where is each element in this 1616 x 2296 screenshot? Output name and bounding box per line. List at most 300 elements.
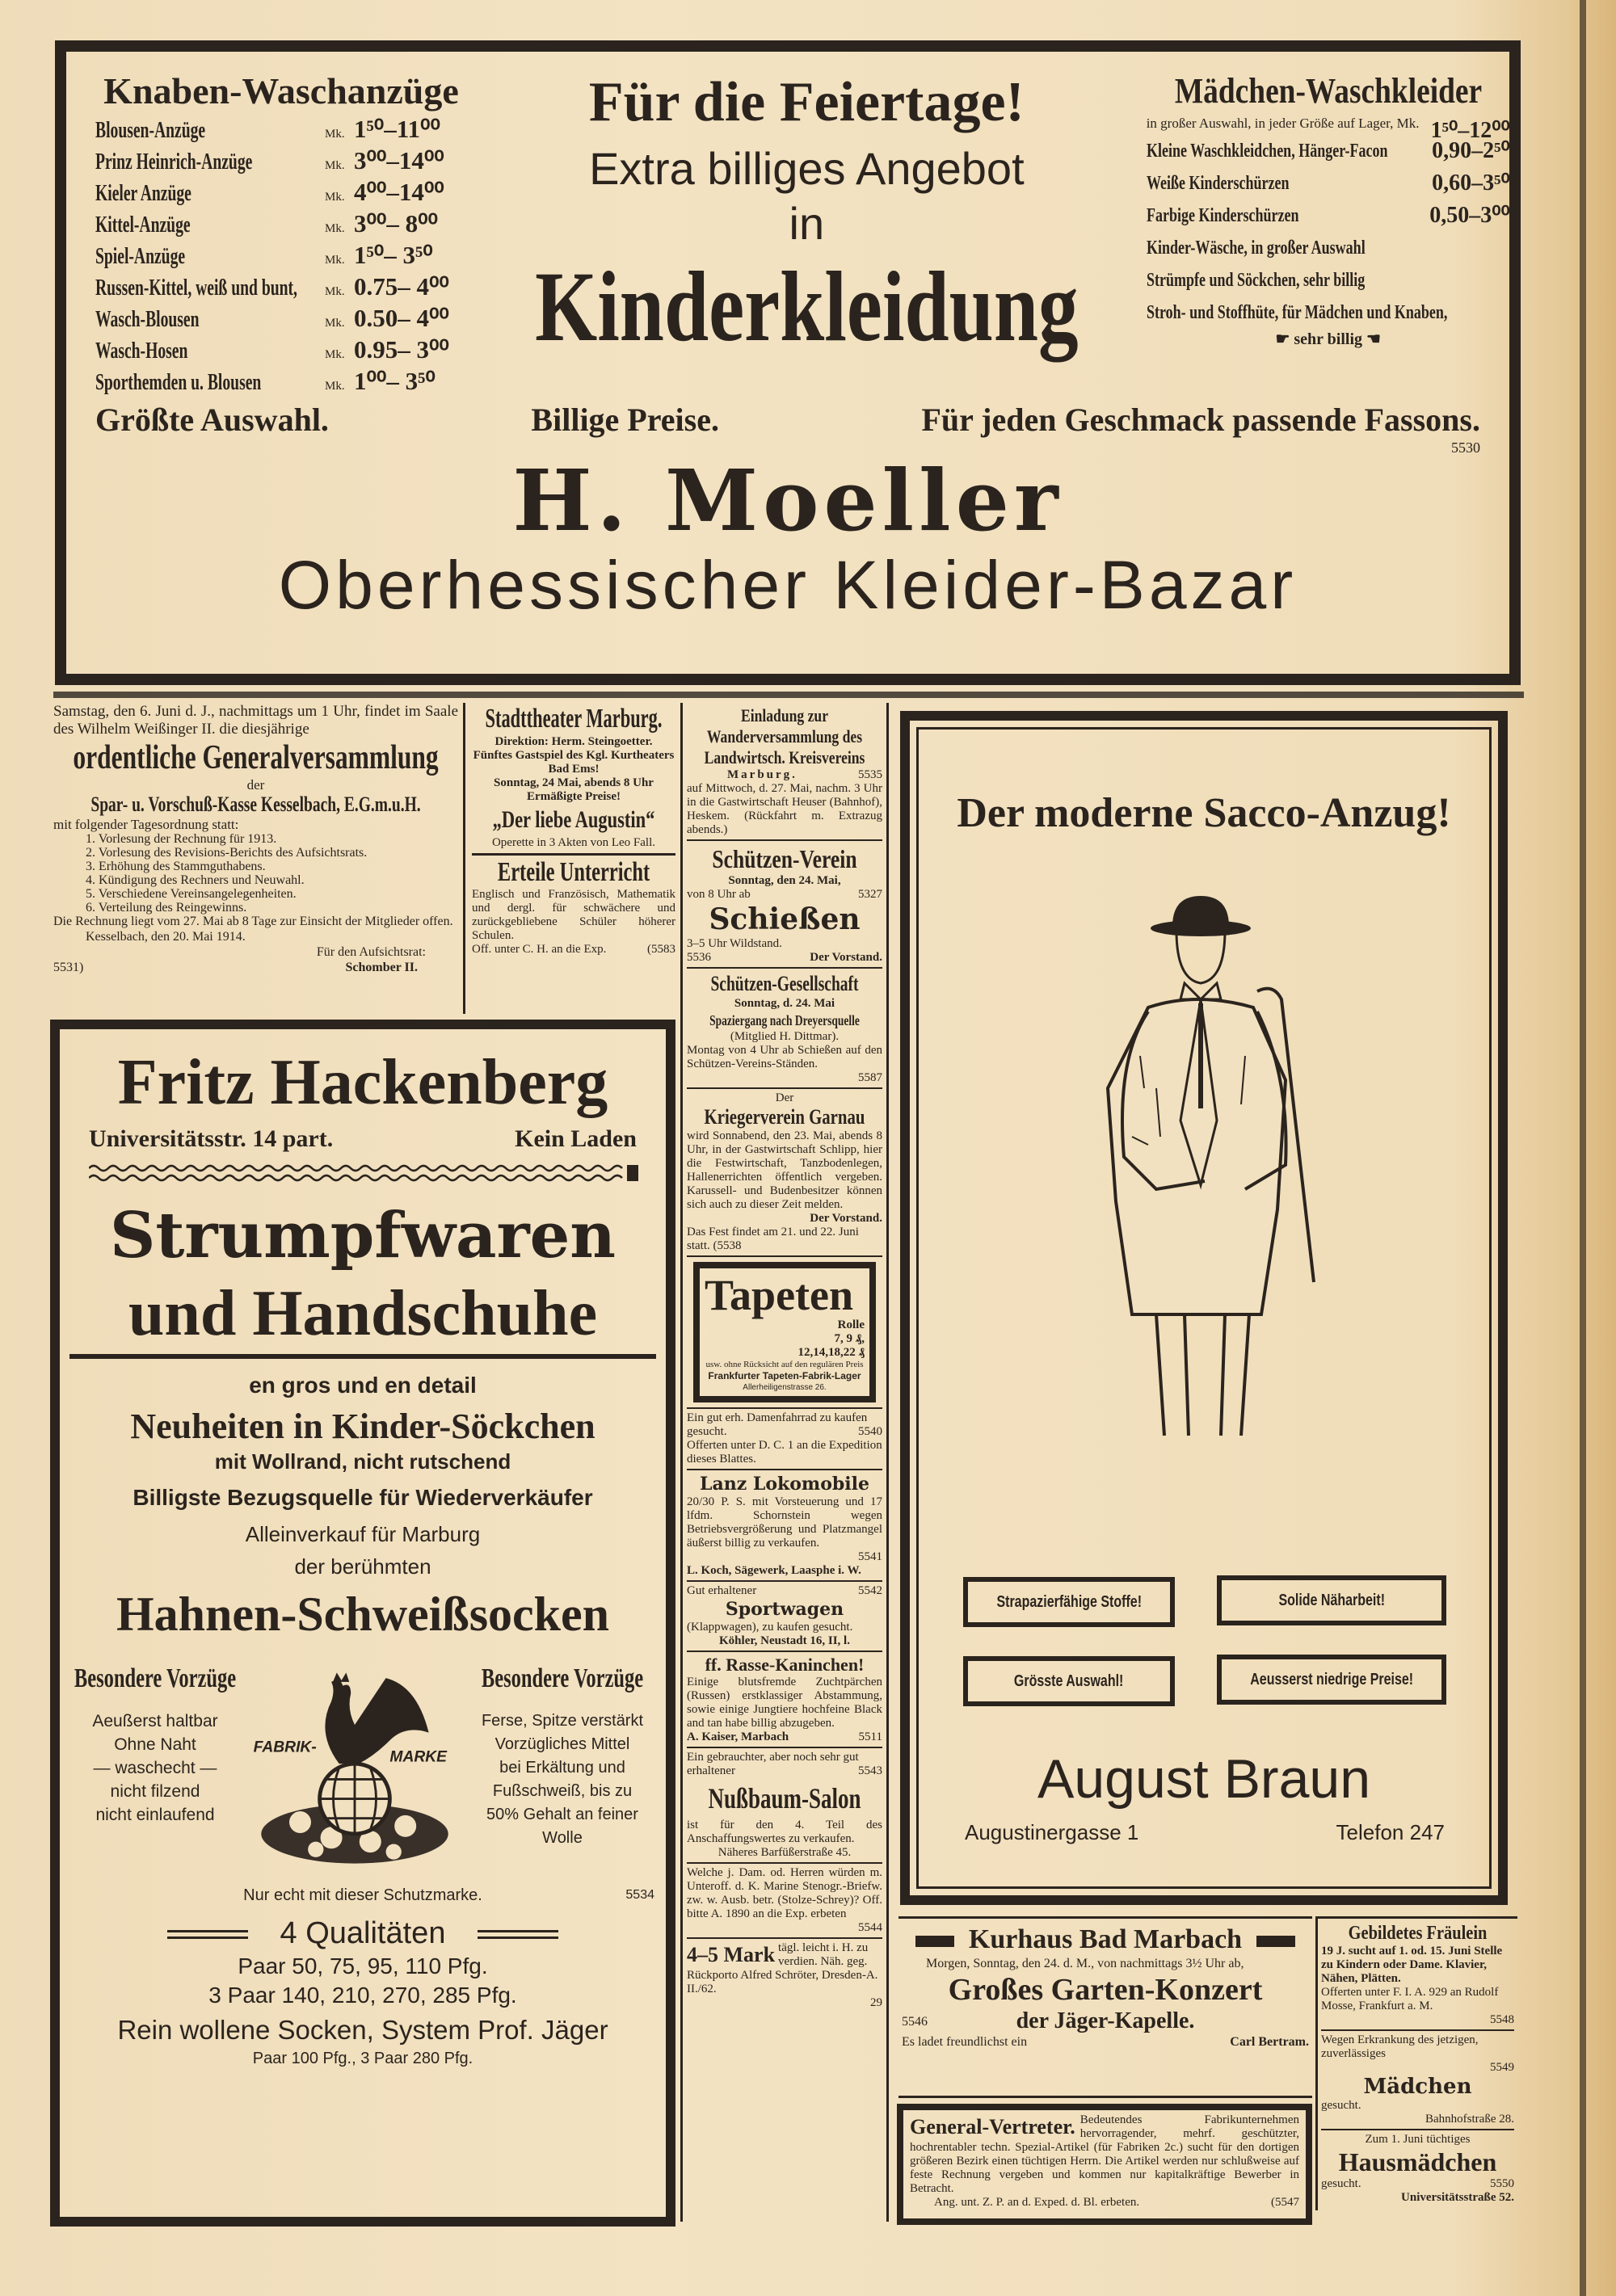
agenda-item: 5. Verschiedene Vereinsangelegenheiten. <box>86 887 297 901</box>
page-gutter <box>1580 0 1586 2296</box>
shooting-society-ad <box>687 969 882 1089</box>
jaeger-price: Paar 100 Pfg., 3 Paar 280 Pfg. <box>252 2050 473 2067</box>
shooting-time-row <box>687 888 882 902</box>
pram-title: Sportwagen <box>725 1599 844 1620</box>
feature-box <box>963 1656 1175 1706</box>
tutoring-contact: Off. unter C. H. an die Exp. <box>472 943 607 956</box>
maid-ad <box>1321 2031 1514 2130</box>
advantage-point-list <box>66 1709 244 1827</box>
item-unit: Mk. <box>325 128 345 141</box>
concert-sub-row <box>902 2008 1309 2034</box>
agenda-item: 3. Erhöhung des Stammguthabens. <box>86 860 266 873</box>
representative-contact: Ang. unt. Z. P. an d. Exped. d. Bl. erbeten. <box>934 2196 1140 2209</box>
theater-line: Fünftes Gastspiel des Kgl. Kurtheaters Bad Ems! <box>473 749 675 776</box>
classifieds-column <box>680 703 889 2222</box>
girls-column <box>1147 69 1510 401</box>
veterans-sign: Der Vorstand. <box>810 1212 882 1225</box>
veterans-fest-text: Das Fest findet am 21. und 22. Juni statt. <box>687 1226 859 1252</box>
tutoring-title: Erteile Unterricht <box>497 857 650 887</box>
item-unit: Mk. <box>325 159 345 172</box>
rabbits-title: ff. Rasse-Kaninchen! <box>705 1655 865 1675</box>
tutoring-number: (5583 <box>647 943 675 956</box>
item-name: Wasch-Hosen <box>95 339 188 364</box>
kurhaus-ad <box>898 1916 1312 2098</box>
wallpaper-ad <box>693 1262 876 1402</box>
item-name: Farbige Kinderschürzen <box>1146 205 1299 226</box>
girls-item <box>1147 167 1510 200</box>
braun-name: August Braun <box>1037 1748 1371 1810</box>
wool-edge-line: mit Wollrand, nicht rutschend <box>214 1449 511 1474</box>
item-name-cell <box>95 241 325 275</box>
advantage-point: Vorzügliches Mittel <box>494 1735 630 1753</box>
ad-number: 5530 <box>1451 439 1480 456</box>
pram-number: 5542 <box>858 1584 882 1597</box>
feature-box <box>1217 1655 1446 1705</box>
hosiery-headline: Strumpfwaren <box>110 1199 616 1272</box>
boys-item-list <box>95 113 467 397</box>
resellers-line: Billigste Bezugsquelle für Wiederverkäufer <box>133 1485 593 1510</box>
concert-title: Großes Garten-Konzert <box>948 1973 1263 2007</box>
general-assembly-notice <box>53 703 465 1014</box>
salon-pre: Ein gebrauchter, aber noch sehr gut erhaltener <box>687 1751 859 1777</box>
item-name: Wasch-Blousen <box>95 307 200 332</box>
bicycle-ad <box>687 1407 882 1470</box>
item-unit: Mk. <box>325 380 345 393</box>
advantages-title: Besondere Vorzüge <box>74 1663 237 1693</box>
society-walk: Spaziergang nach Dreyersquelle <box>709 1012 860 1028</box>
representative-text: Bedeutendes Fabrikunternehmen hervorragender, mehrf. geschützter, hochrentabler techn. Spezial-Artikel (für Fabriken 2c.) sucht für den dortigen größeren Bezirk einen tüchtigen Herrn. Die Artikel werden nur schlußweise auf feste Rechnung vergeben und kommen nur kapitalkräftige Bewerber in Betracht. <box>910 2113 1299 2195</box>
item-price: 4⁰⁰–14⁰⁰ <box>354 178 444 206</box>
kurhaus-title: Kurhaus Bad Marbach <box>968 1924 1243 1954</box>
shooting-number2: 5536 <box>687 951 711 964</box>
item-price: 0.50– 4⁰⁰ <box>354 304 449 332</box>
item-price: 1⁵⁰–11⁰⁰ <box>354 115 440 143</box>
maid-post: gesucht. <box>1321 2099 1361 2112</box>
wander-text: auf Mittwoch, d. 27. Mai, nachm. 3 Uhr in die Gastwirtschaft Heuser (Bahnhof), Heskem. (Rückfahrt m. Extrazug abends.) <box>687 782 882 836</box>
veterans-number: (5538 <box>713 1239 742 1252</box>
notice-der: der <box>246 777 265 793</box>
advantage-point: Aeußerst haltbar <box>92 1712 218 1730</box>
very-cheap-text: sehr billig <box>1294 330 1363 348</box>
salon-address: Näheres Barfüßerstraße 45. <box>718 1846 852 1859</box>
item-name: Kinder-Wäsche, in großer Auswahl <box>1146 238 1366 259</box>
theater-title: Stadttheater Marburg. <box>485 704 663 734</box>
advantage-point: Wolle <box>542 1829 583 1847</box>
wallpaper-company: Frankfurter Tapeten-Fabrik-Lager <box>708 1370 861 1381</box>
item-unit: Mk. <box>325 348 345 361</box>
boys-item <box>95 239 467 271</box>
holiday-headline: Für die Feiertage! <box>588 71 1025 133</box>
wallpaper-title: Tapeten <box>705 1271 854 1319</box>
hackenberg-name: Fritz Hackenberg <box>117 1047 608 1118</box>
trademark-note-row <box>60 1884 666 1907</box>
representative-ad <box>897 2104 1312 2225</box>
feature-text: Solide Näharbeit! <box>1278 1591 1385 1609</box>
earn-text: tägl. leicht i. H. zu verdien. Näh. geg. Rückporto Alfred Schröter, Dresden-A. II./62. <box>687 1941 878 1995</box>
pram-row <box>687 1584 882 1598</box>
slogan: Für jeden Geschmack passende Fassons. <box>921 402 1480 438</box>
lady-offer: Offerten unter F. I. A. 929 an Rudolf Mosse, Frankfurt a. M. <box>1321 1986 1499 2012</box>
slogan-row <box>95 401 1480 439</box>
moeller-top-row <box>95 69 1510 401</box>
notice-signoff: Für den Aufsichtsrat: <box>316 945 426 959</box>
notice-title: ordentliche Generalversammlung <box>73 739 439 776</box>
advantages-row <box>66 1663 659 1873</box>
triple-rule <box>478 1930 558 1939</box>
notice-footer <box>53 960 458 975</box>
item-name: Strümpfe und Söckchen, sehr billig <box>1146 270 1365 291</box>
item-price: 0,50–3⁰⁰ <box>1429 203 1510 228</box>
item-name: Sporthemden u. Blousen <box>95 370 262 395</box>
advantage-point: — waschecht — <box>93 1759 217 1777</box>
shooting-date: Sonntag, den 24. Mai, <box>728 874 841 887</box>
item-name: Spiel-Anzüge <box>95 244 186 269</box>
girls-item <box>1147 200 1510 232</box>
item-price: 0.75– 4⁰⁰ <box>354 272 449 301</box>
lady-ad <box>1321 1922 1514 2031</box>
salon-pre-line <box>687 1751 882 1778</box>
boys-column <box>95 69 467 401</box>
notice-number: 5531) <box>53 961 84 974</box>
hackenberg-address-row <box>89 1125 637 1154</box>
gloves-headline: und Handschuhe <box>69 1273 656 1359</box>
stenography-number: 5544 <box>858 1921 882 1934</box>
wander-place: Marburg. <box>727 768 797 781</box>
company-name: H. Moeller <box>512 451 1063 550</box>
man-in-suit-illustration <box>1051 894 1358 1444</box>
bicycle-contact: Offerten unter D. C. 1 an die Expedition dieses Blattes. <box>687 1439 882 1465</box>
item-name: Stroh- und Stoffhüte, für Mädchen und Knaben, <box>1146 302 1448 323</box>
item-name-cell <box>95 272 325 307</box>
item-unit: Mk. <box>325 317 345 330</box>
famous-line: der berühmten <box>294 1554 431 1579</box>
qualities-text: 4 Qualitäten <box>280 1916 446 1950</box>
notice-note: Die Rechnung liegt vom 27. Mai ab 8 Tage zur Einsicht der Mitglieder offen. <box>53 915 453 928</box>
concert-sub: der Jäger-Kapelle. <box>1016 2008 1195 2033</box>
item-name-cell <box>95 178 325 212</box>
item-name: Blousen-Anzüge <box>95 118 206 143</box>
rabbits-number: 5511 <box>858 1730 882 1743</box>
society-date: Sonntag, d. 24. Mai <box>734 997 835 1010</box>
wallpaper-address: Allerheiligenstrasse 26. <box>743 1383 827 1392</box>
kurhaus-number: 5546 <box>902 2014 928 2029</box>
girls-item <box>1147 135 1510 167</box>
shooting-big: Schießen <box>709 902 861 936</box>
bicycle-number: 5540 <box>858 1425 882 1438</box>
wallpaper-prices <box>705 1318 865 1360</box>
item-name: Russen-Kittel, weiß und bunt, <box>95 275 297 301</box>
pram-ad <box>687 1582 882 1652</box>
stenography-ad <box>687 1864 882 1939</box>
item-name-cell <box>95 335 325 370</box>
notice-org: Spar- u. Vorschuß-Kasse Kesselbach, E.G.m.u.H. <box>90 793 421 816</box>
feature-box <box>963 1577 1175 1627</box>
wavy-divider <box>89 1162 638 1186</box>
engine-title: Lanz Lokomobile <box>700 1474 869 1495</box>
veterans-text: wird Sonnabend, den 23. Mai, abends 8 Uhr, in der Gastwirtschaft Schlipp, hier die Festwirtschaft, Tanzbodenlegen, Hallenerrichten öffentlich vergeben. Karussell- und Budenbesitzer können sich auch zu dieser Zeit melden. <box>687 1129 882 1211</box>
advantage-point-list <box>465 1709 659 1850</box>
earn-title: 4–5 Mark <box>687 1943 776 1966</box>
advantage-point: Ohne Naht <box>114 1735 196 1754</box>
wander-title: Einladung zur Wanderversammlung des Landwirtsch. Kreisvereins <box>704 705 865 767</box>
play-credit: Operette in 3 Akten von Leo Fall. <box>491 836 656 849</box>
sacco-headline: Der moderne Sacco-Anzug! <box>957 790 1451 836</box>
qualities-line <box>60 1915 666 1952</box>
veterans-ad <box>687 1089 882 1257</box>
item-name-cell <box>95 146 325 181</box>
boys-item <box>95 302 467 334</box>
item-price: 0.95– 3⁰⁰ <box>354 335 449 364</box>
braun-contact-row <box>965 1819 1445 1845</box>
trademark-note: Nur echt mit dieser Schutzmarke. <box>243 1886 482 1904</box>
veterans-der: Der <box>775 1091 794 1104</box>
theater-line: Direktion: Herm. Steingoetter. <box>494 735 653 748</box>
decor-bar <box>1256 1936 1295 1947</box>
boys-item <box>95 208 467 239</box>
boys-item <box>95 271 467 302</box>
veterans-fest <box>687 1226 882 1253</box>
advantages-left <box>66 1663 244 1873</box>
wander-place-row <box>687 768 882 782</box>
pram-pre: Gut erhaltener <box>687 1584 757 1597</box>
maid-pre: Wegen Erkrankung des jetzigen, zuverlässiges <box>1321 2033 1479 2060</box>
hackenberg-ad <box>50 1020 675 2227</box>
bicycle-text: Ein gut erh. Damenfahrrad zu kaufen gesucht. <box>687 1411 868 1438</box>
boys-item <box>95 334 467 365</box>
representative-title: General-Vertreter. <box>910 2115 1075 2138</box>
feature-text: Aeusserst niedrige Preise! <box>1250 1670 1413 1688</box>
representative-number: (5547 <box>1271 2196 1299 2209</box>
item-name: Weiße Kinderschürzen <box>1146 173 1290 194</box>
braun-address: Augustinergasse 1 <box>965 1820 1139 1844</box>
pram-text: (Klappwagen), zu kaufen gesucht. <box>687 1621 853 1634</box>
agenda-item-list <box>53 832 458 915</box>
trademark-text: MARKE <box>389 1748 448 1766</box>
theater-line: Sonntag, 24 Mai, abends 8 Uhr <box>494 776 654 789</box>
shooting-club-title: Schützen-Verein <box>712 844 857 873</box>
lady-number: 5548 <box>1490 2013 1514 2026</box>
item-price: 1⁵⁰– 3⁵⁰ <box>354 241 433 269</box>
kinderkleidung-headline: Kinderkleidung <box>535 251 1079 362</box>
moeller-center <box>467 69 1147 401</box>
girls-item <box>1147 296 1510 329</box>
slogan: Billige Preise. <box>531 402 719 438</box>
item-price: 0,60–3⁵⁰ <box>1432 170 1510 196</box>
lady-text: 19 J. sucht auf 1. od. 15. Juni Stelle zu Kindern oder Dame. Klavier, Nähen, Plätten. <box>1321 1945 1503 1985</box>
theater-column <box>472 703 675 957</box>
play-title: „Der liebe Augustin“ <box>492 806 655 833</box>
salon-ad <box>687 1748 882 1864</box>
agenda-item: 1. Vorlesung der Rechnung für 1913. <box>86 832 277 846</box>
notice-place-date: Kesselbach, den 20. Mai 1914. <box>86 930 246 944</box>
decor-bar <box>915 1936 954 1947</box>
rabbits-text: Einige blutsfremde Zuchtpärchen (Russen) erstklassiger Abstammung, sowie einige Jungtiere hochfeine Black and tan habe billig abzugeben. <box>687 1676 882 1730</box>
notice-intro: Samstag, den 6. Juni d. J., nachmittags um 1 Uhr, findet im Saale des Wilhelm Weißinger II. die diesjährige <box>53 703 458 738</box>
earn-number: 29 <box>870 1996 882 2009</box>
representative-footer <box>910 2196 1299 2210</box>
salon-text: ist für den 4. Teil des Anschaffungswertes zu verkaufen. <box>687 1819 882 1845</box>
advantage-point: bei Erkältung und <box>499 1759 625 1777</box>
boys-item <box>95 176 467 208</box>
housemaid-pre: Zum 1. Juni tüchtiges <box>1365 2133 1471 2146</box>
item-price: 1⁰⁰– 3⁵⁰ <box>354 367 436 395</box>
wallpaper-roll: Rolle <box>837 1318 865 1331</box>
housemaid-ad <box>1321 2130 1514 2207</box>
boys-item <box>95 113 467 145</box>
girls-item <box>1147 232 1510 264</box>
exclusive-line: Alleinverkauf für Marburg <box>245 1522 481 1546</box>
housemaid-address: Universitätsstraße 52. <box>1401 2191 1514 2204</box>
agenda-intro: mit folgender Tagesordnung statt: <box>53 817 239 832</box>
advantage-point: Fußschweiß, bis zu <box>492 1782 633 1800</box>
salon-number: 5543 <box>858 1764 882 1777</box>
housemaid-number: 5550 <box>1490 2177 1514 2190</box>
maid-number: 5549 <box>1490 2061 1514 2074</box>
housemaid-row <box>1321 2177 1514 2191</box>
shooting-number: 5327 <box>858 888 882 901</box>
maid-address: Bahnhofstraße 28. <box>1425 2113 1514 2126</box>
socks-headline: Hahnen-Schweißsocken <box>116 1587 610 1641</box>
very-cheap-note: ☛ sehr billig ☚ <box>1275 330 1381 348</box>
society-title: Schützen-Gesellschaft <box>710 972 859 995</box>
theater-ad <box>472 703 675 856</box>
kurhaus-host: Carl Bertram. <box>1230 2035 1309 2049</box>
item-name: Kittel-Anzüge <box>95 212 191 238</box>
jaeger-line: Rein wollene Socken, System Prof. Jäger <box>117 2015 608 2045</box>
engine-ad <box>687 1470 882 1582</box>
wallpaper-price1: 7, 9 ₰, <box>834 1332 865 1345</box>
shooting-time: von 8 Uhr ab <box>687 888 751 901</box>
pram-contact: Köhler, Neustadt 16, II, l. <box>719 1634 850 1647</box>
kurhaus-invite: Es ladet freundlichst ein <box>902 2035 1028 2049</box>
housemaid-title: Hausmädchen <box>1338 2147 1497 2176</box>
rabbits-ad <box>687 1652 882 1748</box>
trademark-text: FABRIK- <box>253 1739 317 1756</box>
novelty-line: Neuheiten in Kinder-Söckchen <box>130 1407 595 1446</box>
tutoring-footer <box>472 943 675 957</box>
notice-signer: Schomber II. <box>345 961 418 974</box>
advantage-point: Ferse, Spitze verstärkt <box>481 1712 644 1730</box>
item-unit: Mk. <box>325 285 345 298</box>
veterans-title: Kriegerverein Garnau <box>704 1105 865 1129</box>
wholesale-line: en gros und en detail <box>249 1373 477 1398</box>
tutoring-text: Englisch und Französisch, Mathematik und dergl. für schwächere und zurückgebliebene Schüler höherer Schulen. <box>472 888 675 942</box>
item-unit: Mk. <box>325 222 345 235</box>
girls-title: Mädchen-Waschkleider <box>1174 71 1482 111</box>
kurhaus-line: Morgen, Sonntag, den 24. d. M., von nachmittags 3½ Uhr ab, <box>926 1957 1244 1970</box>
item-unit: Mk. <box>325 191 345 204</box>
society-text: Montag von 4 Uhr ab Schießen auf den Schützen-Vereins-Ständen. <box>687 1044 882 1070</box>
advantage-point: nicht filzend <box>110 1782 200 1801</box>
salon-title: Nußbaum-Salon <box>708 1782 861 1815</box>
item-name: in großer Auswahl, in jeder Größe auf Lager, Mk. <box>1146 116 1420 131</box>
agenda-item: 6. Verteilung des Reingewinns. <box>86 901 247 915</box>
theater-line-list <box>472 735 675 804</box>
advantages-right <box>465 1663 659 1873</box>
divider <box>53 692 1524 698</box>
shooting-sign-row <box>687 951 882 965</box>
shooting-detail: 3–5 Uhr Wildstand. <box>687 937 782 950</box>
item-price: 1⁵⁰–12⁰⁰ <box>1430 118 1510 143</box>
feature-text: Grösste Auswahl! <box>1014 1672 1124 1690</box>
maid-title: Mädchen <box>1363 2075 1472 2099</box>
shooting-club-ad <box>687 841 882 969</box>
shooting-sign: Der Vorstand. <box>810 951 882 964</box>
society-number: 5587 <box>858 1071 882 1084</box>
engine-number: 5541 <box>858 1550 882 1563</box>
item-price: 3⁰⁰–14⁰⁰ <box>354 146 444 175</box>
rabbits-row <box>687 1730 882 1744</box>
bicycle-line <box>687 1411 882 1439</box>
wallpaper-price2: 12,14,18,22 ₰ <box>797 1346 865 1359</box>
advantage-point: nicht einlaufend <box>95 1806 215 1824</box>
kurhaus-title-row <box>902 1924 1309 1956</box>
theater-line: Ermäßigte Preise! <box>527 790 621 803</box>
boys-title: Knaben-Waschanzüge <box>103 70 459 111</box>
agenda-item: 2. Vorlesung des Revisions-Berichts des Aufsichtsrats. <box>86 846 368 860</box>
engine-seller: L. Koch, Sägewerk, Laasphe i. W. <box>687 1564 861 1577</box>
braun-ad <box>900 711 1508 1905</box>
item-price: 3⁰⁰– 8⁰⁰ <box>354 209 438 238</box>
braun-phone: Telefon 247 <box>1336 1820 1445 1844</box>
item-name: Kieler Anzüge <box>95 181 191 206</box>
item-name: Kleine Waschkleidchen, Hänger-Facon <box>1146 141 1388 162</box>
slogan: Größte Auswahl. <box>95 402 329 438</box>
item-name-cell <box>95 304 325 339</box>
moeller-ad <box>55 40 1521 685</box>
tutoring-ad <box>472 856 675 957</box>
wallpaper-note: usw. ohne Rücksicht auf den regulären Preis <box>705 1360 864 1369</box>
price-per-pair: Paar 50, 75, 95, 110 Pfg. <box>238 1953 488 1979</box>
item-name-cell <box>95 115 325 149</box>
triple-rule <box>167 1930 248 1939</box>
offer-line: Extra billiges Angebot <box>589 143 1025 194</box>
offer-in: in <box>789 198 825 249</box>
price-three-pairs: 3 Paar 140, 210, 270, 285 Pfg. <box>208 1983 517 2008</box>
boys-item <box>95 145 467 176</box>
item-name-cell <box>95 209 325 244</box>
company-subtitle: Oberhessischer Kleider-Bazar <box>278 547 1298 623</box>
item-unit: Mk. <box>325 254 345 267</box>
lady-title: Gebildetes Fräulein <box>1348 1923 1488 1944</box>
girls-item-list <box>1147 113 1510 329</box>
housemaid-post: gesucht. <box>1321 2177 1361 2190</box>
hackenberg-address: Universitätsstr. 14 part. <box>89 1125 334 1152</box>
ad-number: 5534 <box>625 1888 654 1902</box>
society-member: (Mitglied H. Dittmar). <box>730 1030 840 1043</box>
wander-ad <box>687 703 882 841</box>
wander-number: 5535 <box>858 768 882 781</box>
feature-text: Strapazierfähige Stoffe! <box>996 1592 1142 1611</box>
item-name: Prinz Heinrich-Anzüge <box>95 149 253 175</box>
advantage-point: 50% Gehalt an feiner <box>486 1806 638 1823</box>
advantages-title: Besondere Vorzüge <box>481 1663 644 1693</box>
item-name-cell <box>95 367 325 402</box>
feature-box <box>1217 1575 1446 1625</box>
rabbits-seller: A. Kaiser, Marbach <box>687 1730 789 1743</box>
boys-item <box>95 365 467 397</box>
agenda-item: 4. Kündigung des Rechners und Neuwahl. <box>86 873 305 887</box>
girls-item <box>1147 264 1510 296</box>
jobs-column <box>1315 1916 1517 2210</box>
kurhaus-footer <box>902 2034 1309 2050</box>
girls-item <box>1146 113 1510 143</box>
hackenberg-no-shop: Kein Laden <box>515 1125 637 1152</box>
engine-text: 20/30 P. S. mit Vorsteuerung und 17 lfdm. Schornstein wegen Betriebsvergrößerung und Platzmangel äußerst billig zu verkaufen. <box>687 1495 882 1550</box>
stenography-text: Welche j. Dam. od. Herren würden m. Unteroff. d. K. Marine Stenogr.-Briefw. zw. w. Ausb. betr. (Stolze-Schrey)? Off. bitte A. 1890 an die Exp. erbeten <box>687 1866 882 1920</box>
rooster-trademark-icon <box>246 1663 464 1873</box>
item-price: 0,90–2⁵⁰ <box>1432 138 1510 163</box>
